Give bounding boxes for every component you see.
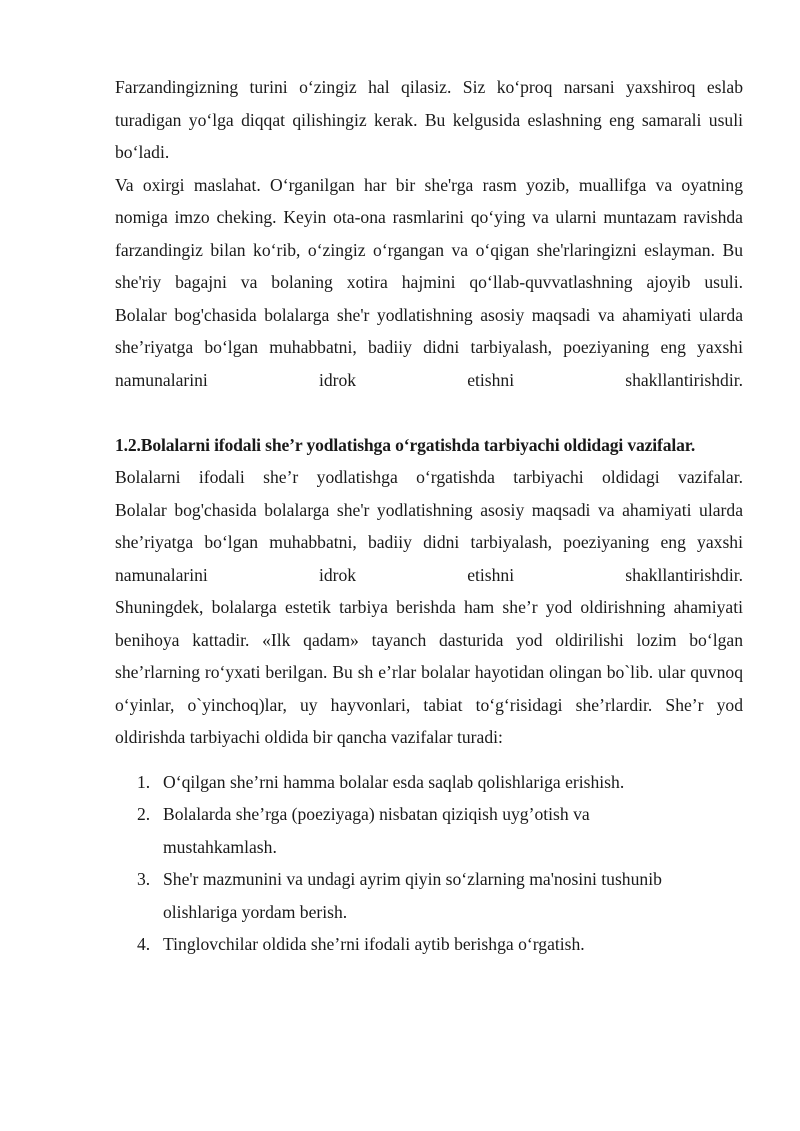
section-heading: 1.2.Bolalarni ifodali she’r yodlatishga o‘rgatishda tarbiyachi oldidagi vazifalar. — [115, 434, 696, 455]
blank-line — [115, 396, 743, 429]
paragraph-aesthetic: Shuningdek, bolalarga estetik tarbiya berishda ham she’r yod oldirishning ahamiyati benihoya kattadir. «Ilk qadam» tayanch dasturida yod oldirilishi lozim bo‘lgan she’rlarning ro‘yxati berilgan. Bu sh e’rlar bolalar hayotidan olingan bo`lib. ular quvnoq o‘yinlar, o`yinchoq)lar, uy hayvonlari, tabiat to‘g‘risidagi she’rlardir. She’r yod oldirishda tarbiyachi oldida bir qancha vazifalar turadi: — [115, 597, 743, 747]
list-item-text: O‘qilgan she’rni hamma bolalar esda saqlab qolishlariga erishish. — [163, 771, 625, 792]
list-item — [115, 798, 683, 863]
paragraph-intro: Farzandingizning turini o‘zingiz hal qilasiz. Siz ko‘proq narsani yaxshiroq eslab turadigan yo‘lga diqqat qilishingiz kerak. Bu kelgusida eslashning eng samarali usuli bo‘ladi. — [115, 77, 743, 162]
list-item-number: 2. — [137, 804, 151, 824]
list-item-number: 1. — [137, 771, 151, 792]
paragraph-advice: Va oxirgi maslahat. O‘rganilgan har bir she'rga rasm yozib, muallifga va oyatning nomiga imzo cheking. Keyin ota-ona rasmlarini qo‘ying va ularni muntazam ravishda farzandingiz bilan ko‘rib, o‘zingiz o‘rgangan va o‘qigan she'rlaringizni eslayman. Bu she'riy bagajni va bolaning xotira hajmini qo‘llab-quvvatlashning ajoyib usuli. — [115, 174, 743, 292]
list-item-number: 4. — [137, 934, 151, 954]
paragraph-section-purpose: Bolalar bog'chasida bolalarga she'r yodlatishning asosiy maqsadi va ahamiyati ularda she’riyatga bo‘lgan muhabbatni, badiiy didni tarbiyalash, poeziyaning eng yaxshi namunalarini idrok etishni shakllantirishdir. — [115, 499, 743, 585]
list-item — [115, 928, 683, 961]
paragraph-purpose: Bolalar bog'chasida bolalarga she'r yodlatishning asosiy maqsadi va ahamiyati ularda she’riyatga bo‘lgan muhabbatni, badiiy didni tarbiyalash, poeziyaning eng yaxshi namunalarini idrok etishni shakllantirishdir. — [115, 304, 743, 390]
list-item-text: She'r mazmunini va undagi ayrim qiyin so‘zlarning ma'nosini tushunib olishlariga yordam berish. — [163, 869, 662, 922]
tasks-list — [115, 766, 743, 961]
list-item-number: 3. — [137, 869, 151, 889]
list-item — [115, 766, 683, 799]
list-item — [115, 863, 683, 928]
list-item-text: Bolalarda she’rga (poeziyaga) nisbatan qiziqish uyg’otish va mustahkamlash. — [163, 804, 590, 857]
paragraph-section-title-repeat: Bolalarni ifodali she’r yodlatishga o‘rgatishda tarbiyachi oldidagi vazifalar. — [115, 467, 743, 487]
list-item-text: Tinglovchilar oldida she’rni ifodali aytib berishga o‘rgatish. — [163, 934, 585, 954]
